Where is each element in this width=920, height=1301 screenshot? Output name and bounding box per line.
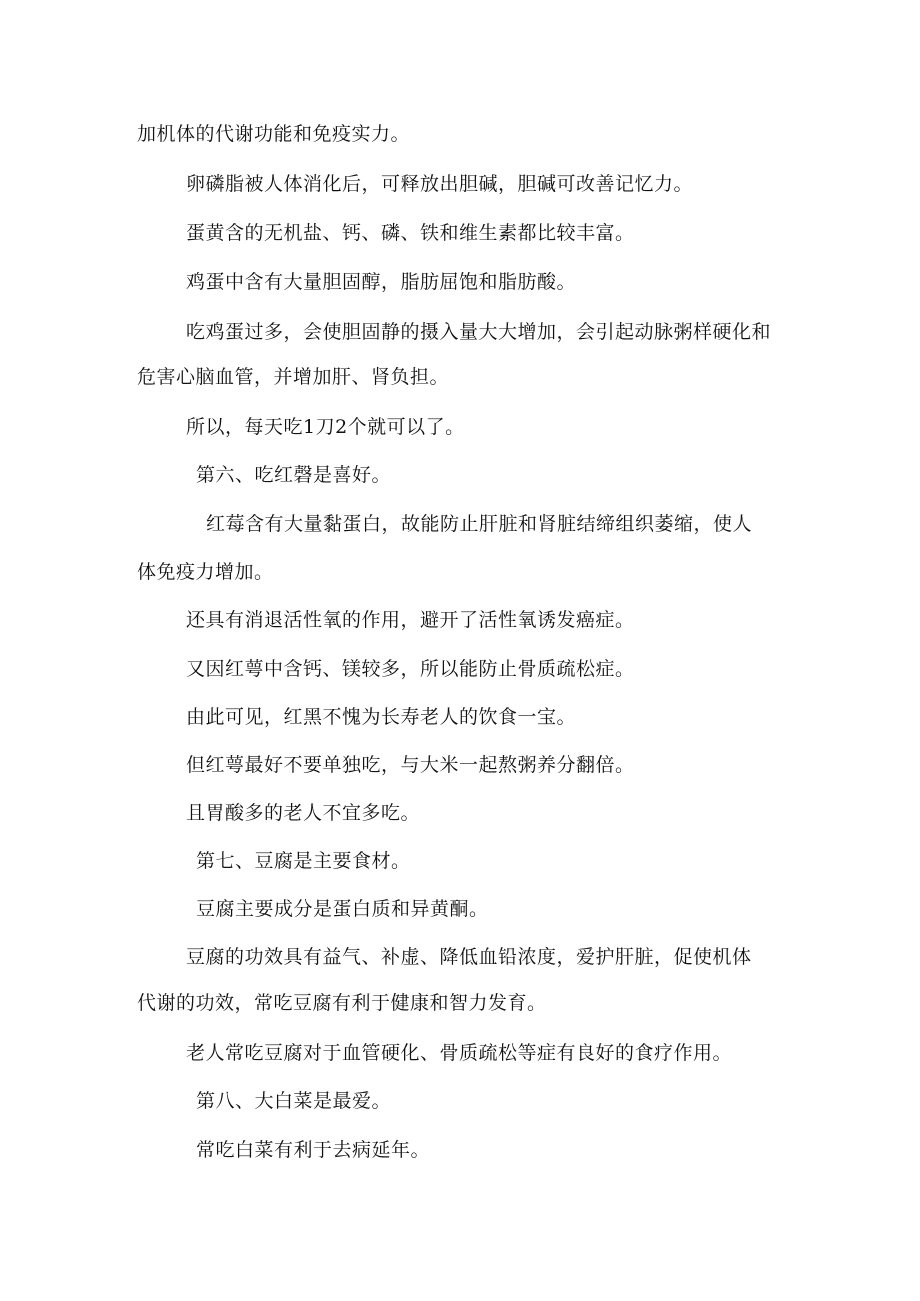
text-line: 危害心脑血管，并增加肝、肾负担。: [137, 366, 450, 388]
text-line: 加机体的代谢功能和免疫实力。: [137, 123, 411, 145]
text-line: 还具有消退活性氧的作用，避开了活性氧诱发癌症。: [186, 609, 635, 631]
text-line: 豆腐主要成分是蛋白质和异黄酮。: [196, 898, 489, 920]
text-line: 且胃酸多的老人不宜多吃。: [186, 802, 421, 824]
text-line: 又因红萼中含钙、镁较多，所以能防止骨质疏松症。: [186, 658, 635, 680]
text-line: 蛋黄含的无机盐、钙、磷、铁和维生素都比较丰富。: [186, 222, 635, 244]
text-line: 老人常吃豆腐对于血管硬化、骨质疏松等症有良好的食疗作用。: [186, 1042, 733, 1064]
text-line: 由此可见，红黑不愧为长寿老人的饮食一宝。: [186, 706, 577, 728]
text-line: 代谢的功效，常吃豆腐有利于健康和智力发育。: [137, 992, 547, 1014]
text-line: 红莓含有大量黏蛋白，故能防止肝脏和肾脏结缔组织萎缩，使人: [206, 513, 753, 535]
section-heading: 第七、豆腐是主要食材。: [196, 850, 411, 872]
text-line: 所以，每天吃1刀2个就可以了。: [186, 416, 465, 438]
text-line: 豆腐的功效具有益气、补虚、降低血铅浓度，爱护肝脏，促使机体: [186, 946, 752, 968]
section-heading: 第八、大白菜是最爱。: [196, 1090, 392, 1112]
text-line: 常吃白菜有利于去病延年。: [196, 1139, 431, 1161]
text-line: 吃鸡蛋过多，会使胆固静的摄入量大大增加，会引起动脉粥样硬化和: [186, 321, 772, 343]
section-heading: 第六、吃红磬是喜好。: [196, 464, 392, 486]
text-line: 卵磷脂被人体消化后，可释放出胆碱，胆碱可改善记忆力。: [186, 173, 694, 195]
text-line: 体免疫力增加。: [137, 561, 274, 583]
text-line: 鸡蛋中含有大量胆固醇，脂肪屈饱和脂肪酸。: [186, 271, 577, 293]
text-line: 但红萼最好不要单独吃，与大米一起熬粥养分翻倍。: [186, 754, 635, 776]
